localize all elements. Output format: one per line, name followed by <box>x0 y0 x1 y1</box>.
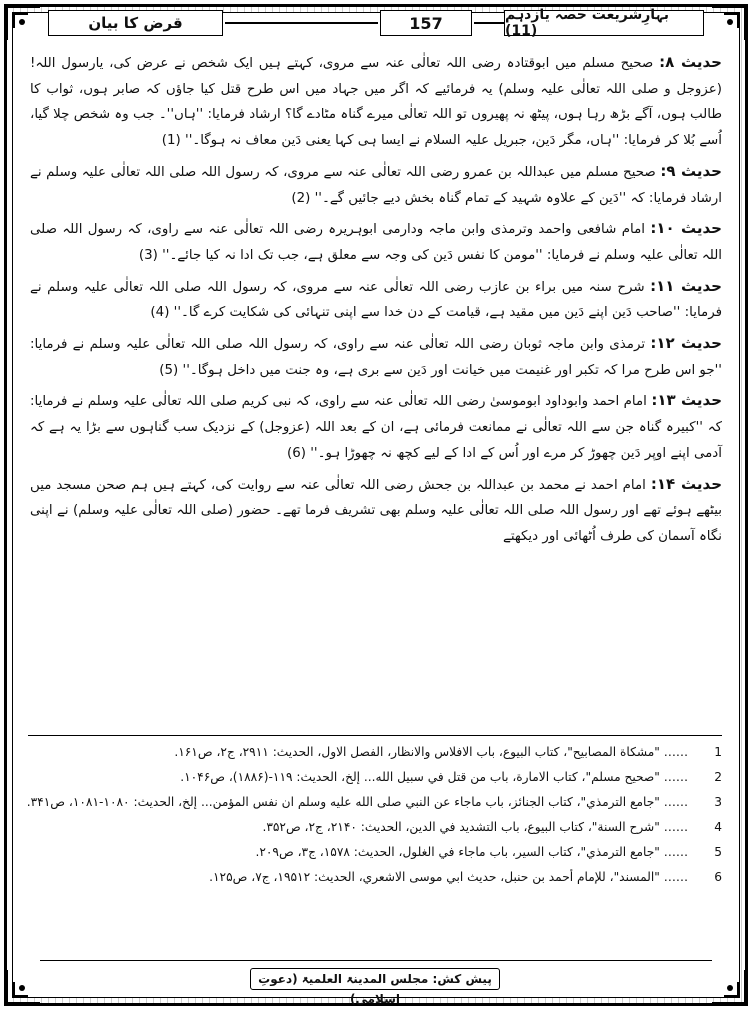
hadith-number: حدیث ۱۱: <box>650 276 722 295</box>
footnote-text: "المسند"، للإمام أحمد بن حنبل، حديث ابي موسى الاشعري، الحديث: ۱۹۵۱۲، ج۷، ص۱۲۵. <box>209 870 660 884</box>
page-number: 157 <box>380 10 472 36</box>
hadith-paragraph <box>30 274 722 326</box>
footnote: 4 …… "شرح السنة"، كتاب البيوع، باب التشديد في الدين، الحديث: ۲۱۴۰، ج۲، ص۳۵۲. <box>30 815 722 840</box>
hadith-paragraph <box>30 159 722 211</box>
footnote-number: 6 <box>714 870 722 884</box>
hadith-paragraph <box>30 216 722 268</box>
page-header <box>40 7 712 39</box>
publisher-credit: پیش کش: مجلس المدینۃ العلمیۃ (دعوتِ اسلامی) <box>250 968 500 990</box>
footnote: 6 …… "المسند"، للإمام أحمد بن حنبل، حديث ابي موسى الاشعري، الحديث: ۱۹۵۱۲، ج۷، ص۱۲۵. <box>30 865 722 890</box>
hadith-text: امام شافعی واحمد وترمذی وابن ماجہ ودارمی ابوہریرہ رضی اللہ تعالٰی عنہ سے راوی، کہ رسول اللہ صلی اللہ تعالٰی علیہ وسلم نے فرمایا: ''مومن کا نفس دَین کی وجہ سے معلق ہے، جب تک ادا نہ کیا جائے۔'' (3) <box>30 222 722 263</box>
corner-ornament-icon <box>2 968 42 1008</box>
corner-ornament-icon <box>710 2 750 42</box>
hadith-number: حدیث ۱۰: <box>650 219 722 238</box>
footnote-text: "مشكاة المصابيح"، كتاب البيوع، باب الافلاس والانظار، الفصل الاول، الحديث: ۲۹۱۱، ج۲، ص۱۶۱. <box>174 745 660 759</box>
footnote-text: "شرح السنة"، كتاب البيوع، باب التشديد في الدين، الحديث: ۲۱۴۰، ج۲، ص۳۵۲. <box>262 820 660 834</box>
hadith-paragraph <box>30 472 722 550</box>
hadith-text: شرح سنہ میں براء بن عازب رضی اللہ تعالٰی عنہ سے مروی، کہ رسول اللہ صلی اللہ تعالٰی علیہ وسلم نے فرمایا: ''صاحب دَین اپنے دَین میں مقید ہے، قیامت کے دن خدا سے اپنی تنہائی کی شکایت کرے گا۔'' (4) <box>30 279 722 321</box>
footnote: 5 …… "جامع الترمذي"، كتاب السير، باب ماجاء في الغلول، الحديث: ۱۵۷۸، ج۳، ص۲۰۹. <box>30 840 722 865</box>
hadith-text: صحیح مسلم میں ابوقتادہ رضی اللہ تعالٰی عنہ سے مروی، کہتے ہیں ایک شخص نے عرض کی، یارسول اللہ! (عزوجل و صلی اللہ تعالٰی علیہ وسلم) یہ فرمائیے کہ اگر میں جہاد میں اس طرح قتل کیا جاؤں کہ صابر ہوں، ثواب کا طالب ہوں، آگے بڑھ رہا ہوں، پیٹھ نہ پھیروں تو اللہ تعالٰی میرے گناہ مٹادے گا؟ ارشاد فرمایا: ''ہاں''۔ جب وہ شخص چلا گیا، اُسے بُلا کر فرمایا: ''ہاں، مگر دَین، جبریل علیہ السلام نے ایسا ہی کہا یعنی دَین معاف نہ ہوگا۔'' (1) <box>30 56 722 149</box>
corner-ornament-icon <box>2 2 42 42</box>
footnote-number: 4 <box>714 820 722 834</box>
footnotes <box>26 740 722 940</box>
footnote-text: "جامع الترمذي"، كتاب الجنائز، باب ماجاء عن النبي صلى الله عليه وسلم ان نفس المؤمن... إلخ، الحديث: ۱۰۸۰-۱۰۸۱، ص۳۴۱. <box>26 795 660 809</box>
footnote-divider <box>28 735 722 736</box>
hadith-paragraph <box>30 388 722 466</box>
footnote-text: "صحيح مسلم"، كتاب الامارة، باب من قتل في سبيل الله... إلخ، الحديث: ۱۱۹-(۱۸۸۶)، ص۱۰۴۶. <box>180 770 660 784</box>
footnote: 2 …… "صحيح مسلم"، كتاب الامارة، باب من قتل في سبيل الله... إلخ، الحديث: ۱۱۹-(۱۸۸۶)، ص۱۰۴۶. <box>30 765 722 790</box>
header-rule <box>225 22 378 24</box>
hadith-number: حدیث ۱۳: <box>651 391 722 410</box>
footnote-text: "جامع الترمذي"، كتاب السير، باب ماجاء في الغلول، الحديث: ۱۵۷۸، ج۳، ص۲۰۹. <box>255 845 660 859</box>
book-title: بہارِشریعت حصہ یازدہم (11) <box>504 10 704 36</box>
section-title: قرض کا بیان <box>48 10 223 36</box>
hadith-number: حدیث ۸: <box>659 53 722 71</box>
hadith-number: حدیث ۹: <box>660 161 722 180</box>
hadith-number: حدیث ۱۲: <box>650 334 722 353</box>
hadith-text: صحیح مسلم میں عبداللہ بن عمرو رضی اللہ تعالٰی عنہ سے مروی، کہ رسول اللہ صلی اللہ تعالٰی علیہ وسلم نے ارشاد فرمایا: کہ ''دَین کے علاوہ شہید کے تمام گناہ بخش دیے جائیں گے۔'' (2) <box>30 164 722 206</box>
hadith-text: امام احمد وابوداود ابوموسیٰ رضی اللہ تعالٰی عنہ سے راوی، کہ نبی کریم صلی اللہ تعالٰی علیہ وسلم نے فرمایا: کہ ''کبیرہ گناہ جن سے اللہ تعالٰی نے ممانعت فرمائی ہے، ان کے بعد اللہ (عزوجل) کے نزدیک سب گناہوں سے بڑا یہ ہے کہ آدمی اپنے اوپر دَین چھوڑ کر مرے اور اُس کے ادا کے لیے کچھ نہ چھوڑا ہو۔'' (6) <box>30 394 722 461</box>
hadith-paragraph <box>30 331 722 383</box>
hadith-paragraph <box>30 50 722 154</box>
hadith-number: حدیث ۱۴: <box>650 474 722 493</box>
footer-divider <box>40 960 712 961</box>
footnote-number: 2 <box>714 770 722 784</box>
footnote-number: 1 <box>714 745 722 759</box>
corner-ornament-icon <box>710 968 750 1008</box>
hadith-text: امام احمد نے محمد بن عبداللہ بن جحش رضی اللہ تعالٰی عنہ سے روایت کی، کہتے ہیں ہم صحن مسجد میں بیٹھے ہوئے تھے اور رسول اللہ صلی اللہ تعالٰی علیہ وسلم بھی تشریف فرما تھے۔ حضور (صلی اللہ تعالٰی علیہ وسلم) نے اپنی نگاہ آسمان کی طرف اُٹھائی اور دیکھتے <box>30 477 722 544</box>
hadith-text: ترمذی وابن ماجہ ثوبان رضی اللہ تعالٰی عنہ سے راوی، کہ رسول اللہ صلی اللہ تعالٰی علیہ وسلم نے فرمایا: ''جو اس طرح مرا کہ تکبر اور غنیمت میں خیانت اور دَین سے بری ہے، وہ جنت میں داخل ہوگا۔'' (5) <box>30 337 722 378</box>
footnote: 1 …… "مشكاة المصابيح"، كتاب البيوع، باب الافلاس والانظار، الفصل الاول، الحديث: ۲۹۱۱، ج۲، ص۱۶۱. <box>30 740 722 765</box>
footnote-number: 5 <box>714 845 722 859</box>
footnote: 3 …… "جامع الترمذي"، كتاب الجنائز، باب ماجاء عن النبي صلى الله عليه وسلم ان نفس المؤمن... إلخ، الحديث: ۱۰۸۰-۱۰۸۱، ص۳۴۱. <box>30 790 722 815</box>
main-text <box>30 50 722 725</box>
footnote-number: 3 <box>714 795 722 809</box>
